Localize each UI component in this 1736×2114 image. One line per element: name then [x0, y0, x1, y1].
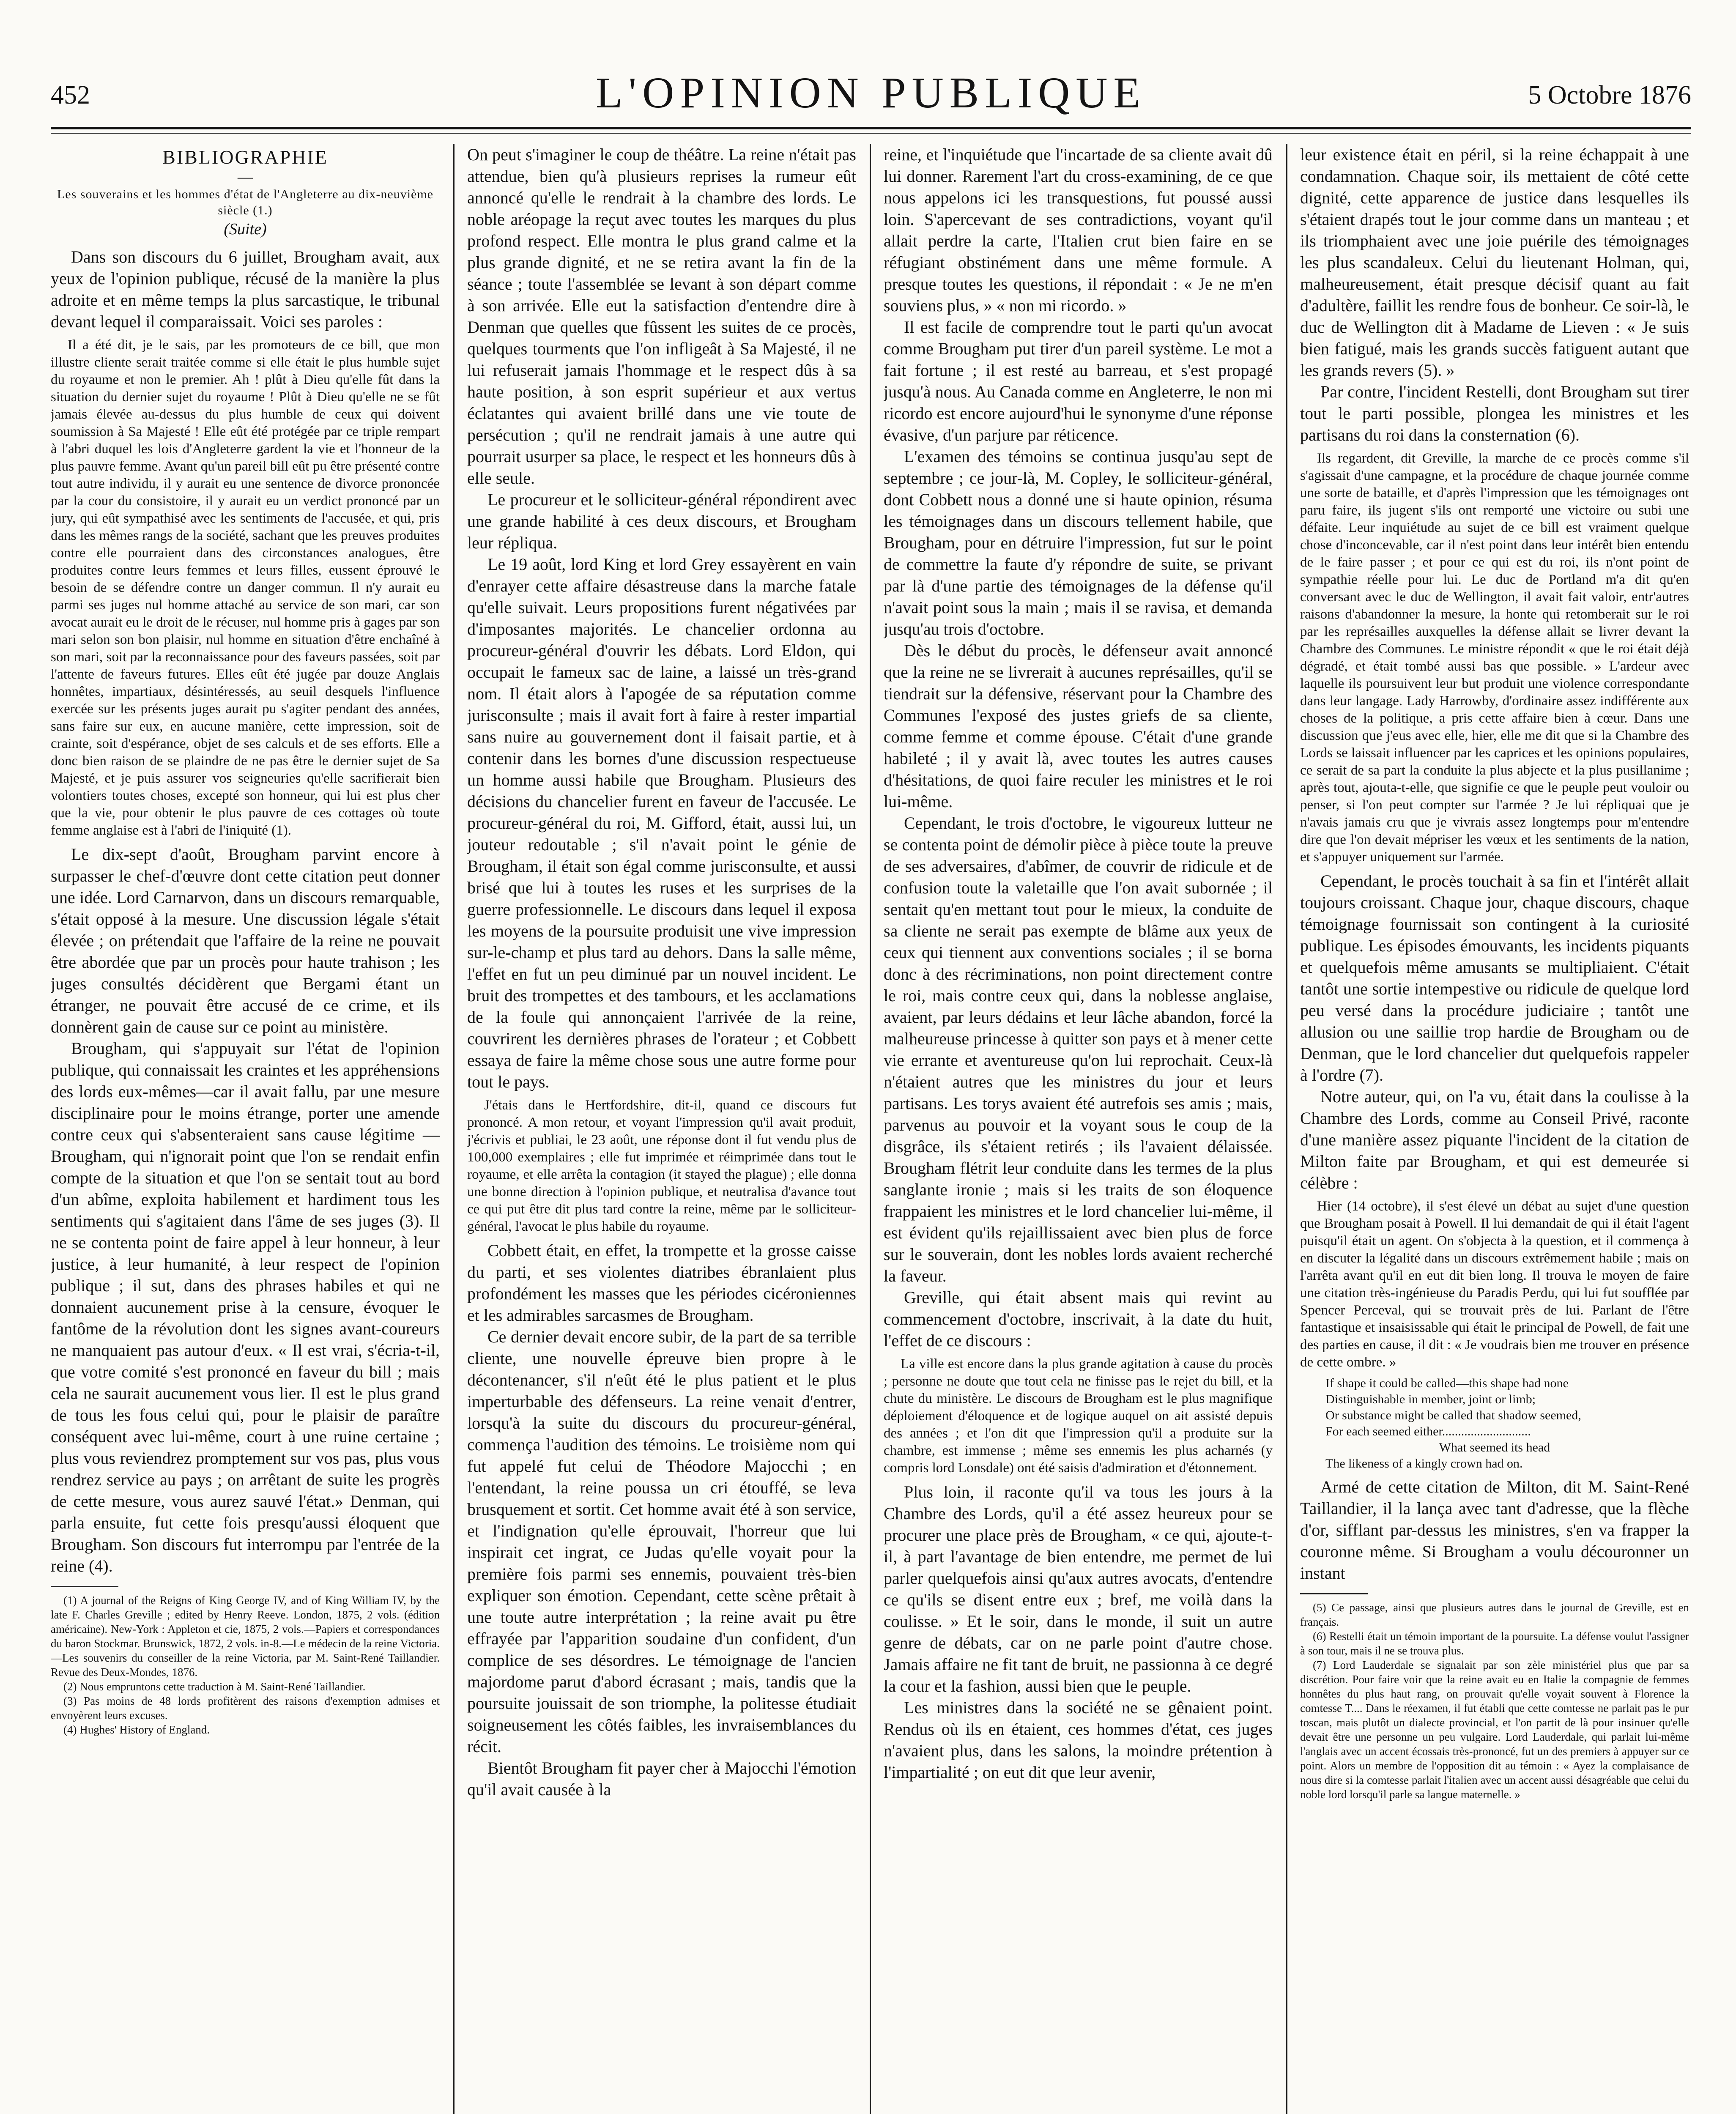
paragraph: On peut s'imaginer le coup de théâtre. La reine n'était pas attendue, bien qu'à plusieurs reprises la rumeur eût annoncé qu'elle le rendrait à la chambre des lords. Le noble aréopage la reçut avec toutes les marques du plus profond respect. Elle montra le plus grand calme et la plus grande dignité, et ne se retira avant la fin de la séance ; toute l'assemblée se levant à son départ comme à son arrivée. Elle eut la satisfaction d'entendre dire à Denman que quelles que fûssent les suites de ce procès, quelques tourments que l'on infligeât à Sa Majesté, il ne lui refuserait jamais l'hommage et le respect dûs à sa haute position, à son esprit supérieur et aux vertus éclatantes qui avaient brillé dans une vie toute de persécution ; qu'il ne rendrait jamais à une autre qui pourrait usurper sa place, le respect et les honneurs dûs à elle seule.	[467, 145, 856, 487]
masthead-rule	[51, 127, 1691, 134]
paragraph: Cobbett était, en effet, la trompette et la grosse caisse du parti, et ses violentes diatribes ébranlaient plus profondément les masses que les périodes cicéroniennes et les admirables sarcasmes de Brougham.	[467, 1241, 856, 1325]
paragraph: leur existence était en péril, si la reine échappait à une condamnation. Chaque soir, ils mettaient de côté cette dignité, cette apparence de justice dans lesquelles ils s'étaient drapés tout le jour comme dans un manteau ; et ils triomphaient avec une joie puérile des témoignages les plus scandaleux. Celui du lieutenant Holman, qui, malheureusement, était presque décisif quant au fait d'adultère, faillit les rendre fous de bonheur. Ce soir-là, le duc de Wellington dit à Madame de Lieven : « Je suis bien fatigué, mais les grands succès fatiguent autant que les grands revers (5). »	[1300, 145, 1689, 380]
continued-label: (Suite)	[224, 220, 267, 238]
paragraph: Ce dernier devait encore subir, de la part de sa terrible cliente, une nouvelle épreuve bien propre à le décontenancer, s'il n'eût été le plus patient et le plus imperturbable des défenseurs. La reine venait d'entrer, lorsqu'à la suite du discours du procureur-général, commença l'audition des témoins. Le troisième nom qui fut appelé fut celui de Théodore Majocchi ; en l'entendant, la reine poussa un cri étouffé, se leva brusquement et sortit. Cet homme avait été à son service, et l'indignation qu'elle éprouvait, l'horreur que lui inspirait cet ingrat, ce Judas qu'elle voyait pour la première fois parmi ses ennemis, pouvaient très-bien expliquer son émotion. Cependant, cette scène prêtait à une toute autre interprétation ; la reine avait pu être effrayée par l'apparition soudaine d'un confident, d'un complice de ses désordres. Le témoignage de l'ancien majordome parut d'abord écrasant ; mais, tandis que la poursuite jouissait de son triomphe, la politesse étudiait soigneusement les côtés faibles, les invraisemblances du récit.	[467, 1327, 856, 1756]
quotation: J'étais dans le Hertfordshire, dit-il, quand ce discours fut prononcé. A mon retour, et voyant l'impression qu'il avait produit, j'écrivis et publiai, le 23 août, une réponse dont il fut vendu plus de 100,000 exemplaires ; elle fut imprimée et réimprimée dans tout le royaume, et elle arrêta la contagion (it stayed the plague) ; elle donna une bonne direction à l'opinion publique, et neutralisa d'avance tout ce qui put être dit plus tard contre la reine, même par le solliciteur-général, l'avocat le plus habile du royaume.	[467, 1098, 856, 1234]
paragraph: Il est facile de comprendre tout le parti qu'un avocat comme Brougham put tirer d'un pareil système. Le mot a fait fortune ; il est resté au barreau, et s'est propagé jusqu'à nous. Au Canada comme en Angleterre, le non mi ricordo est encore aujourd'hui le synonyme d'une réponse évasive, d'un parjure par réticence.	[884, 318, 1273, 444]
verse-line: The likeness of a kingly crown had on.	[1325, 1457, 1523, 1470]
footnote: (4) Hughes' History of England.	[63, 1723, 210, 1736]
quotation: Ils regardent, dit Greville, la marche de ce procès comme s'il s'agissait d'une campagne, et la procédure de chaque journée comme une sorte de bataille, et d'après l'impression que les témoignages ont paru faire, ils jugent s'ils ont remporté une victoire ou subi une défaite. Leur inquiétude au sujet de ce bill est vraiment quelque chose d'inconcevable, car il n'est point dans leur intérêt bien entendu de le faire passer ; et pour ce qui est du roi, ils n'ont point de sympathie réelle pour lui. Le duc de Portland m'a dit qu'en conversant avec le duc de Wellington, il avait fait valoir, entr'autres raisons d'abandonner la mesure, la honte qui retomberait sur le roi par les représailles auxquelles la défense allait se livrer devant la Chambre des Communes. Le ministre répondit « que le roi était déjà dégradé, et était tombé aussi bas que possible. » L'ardeur avec laquelle ils poursuivent leur but produit une violence correspondante dans leur langage. Lady Harrowby, d'ordinaire assez indifférente aux choses de la politique, a pris cette affaire bien à cœur. Dans une discussion que j'eus avec elle, hier, elle me dit que si la Chambre des Lords se laissait influencer par les caprices et les opinions populaires, ce serait de sa part la conduite la plus abjecte et la plus pusillanime ; après tout, ajouta-t-elle, que signifie ce que le peuple peut vouloir ou penser, si l'on peut compter sur l'armée ? Je lui répliquai que je n'avais jamais cru que je vivrais assez longtemps pour m'entendre dire que l'on devait mépriser les vœux et les sentiments de la nation, et s'appuyer uniquement sur l'armée.	[1300, 451, 1689, 865]
footnote: (5) Ce passage, ainsi que plusieurs autres dans le journal de Greville, est en français.	[1300, 1601, 1689, 1628]
column-3	[884, 144, 1273, 2114]
column-rule	[453, 144, 455, 2114]
article-title: Les souverains et les hommes d'état de l'Angleterre au dix-neuvième siècle (1.)	[57, 187, 434, 217]
paragraph: Le 19 août, lord King et lord Grey essayèrent en vain d'enrayer cette affaire désastreuse dans la marche fatale qu'elle suivait. Leurs propositions furent négativées par d'imposantes majorités. Le chancelier ordonna au procureur-général d'ouvrir les débats. Lord Eldon, qui occupait le fameux sac de laine, a laissé un très-grand nom. Il était alors à l'apogée de sa réputation comme jurisconsulte ; mais il avait fort à faire à rester impartial sans nuire au gouvernement dont il faisait partie, et à contenir dans les bornes d'une discussion respectueuse un homme aussi habile que Brougham. Plusieurs des décisions du chancelier furent en faveur de l'accusée. Le procureur-général du roi, M. Gifford, était, aussi lui, un jouteur redoutable ; s'il n'avait point le génie de Brougham, il était son égal comme jurisconsulte, et aussi brisé que lui à toutes les ruses et les surprises de la guerre professionnelle. Le discours dans lequel il exposa les moyens de la poursuite produisit une vive impression sur-le-champ et plus tard au dehors. Dans la salle même, l'effet en fut un peu diminué par un nouvel incident. Le bruit des trompettes et des tambours, et les acclamations de la foule qui annonçaient l'arrivée de la reine, couvrirent les dernières phrases de l'orateur ; et Cobbett essaya de faire la même chose sous une autre forme pour tout le pays.	[467, 555, 856, 1091]
newspaper-title: L'OPINION PUBLIQUE	[595, 68, 1146, 117]
footnote: (3) Pas moins de 48 lords profitèrent des raisons d'exemption admises et envoyèrent leurs excuses.	[51, 1695, 440, 1722]
paragraph: Bientôt Brougham fit payer cher à Majocchi l'émotion qu'il avait causée à la	[467, 1758, 856, 1799]
footnote: (1) A journal of the Reigns of King George IV, and of King William IV, by the late F. Charles Greville ; edited by Henry Reeve. London, 1875, 2 vols. (édition américaine). New-York : Appleton et cie, 1875, 2 vols.—Papiers et correspondances du baron Stockmar. Brunswick, 1872, 2 vols. in-8.—Le médecin de la reine Victoria.—Les souvenirs du conseiller de la reine Victoria, par M. Saint-René Taillandier. Revue des Deux-Mondes, 1876.	[51, 1594, 440, 1679]
section-heading: BIBLIOGRAPHIE	[162, 146, 328, 168]
footnote: (7) Lord Lauderdale se signalait par son zèle ministériel plus que par sa discrétion. Pour faire voir que la reine avait eu en Italie la compagnie de femmes honnêtes du plus haut rang, on prouvait qu'elle voyait souvent à Florence la comtesse T.... Dans le réexamen, il fut établi que cette comtesse ne parlait pas le pur toscan, mais plutôt un dialecte provincial, et l'on partit de là pour insinuer qu'elle devait être une personne un peu vulgaire. Lord Lauderdale, qui parlait lui-même l'anglais avec un accent écossais très-prononcé, fut un des premiers à appuyer sur ce point. Alors un membre de l'opposition dit au témoin : « Ayez la complaisance de nous dire si la comtesse parlait l'italien avec un accent aussi désagréable que celui du noble lord lorsqu'il parle sa langue maternelle. »	[1300, 1659, 1689, 1801]
verse-line: If shape it could be called—this shape had none	[1325, 1376, 1569, 1390]
column-rule	[870, 144, 871, 2114]
paragraph: Greville, qui était absent mais qui revint au commencement d'octobre, inscrivait, à la date du huit, l'effet de ce discours :	[884, 1288, 1273, 1350]
verse-line: For each seemed either............................	[1325, 1424, 1531, 1438]
quotation: Il a été dit, je le sais, par les promoteurs de ce bill, que mon illustre cliente serait traitée comme si elle était le plus humble sujet du royaume et non le premier. Ah ! plût à Dieu qu'elle fût dans la situation du dernier sujet du royaume ! Plût à Dieu qu'elle ne se fût jamais élevée au-dessus du plus humble de ceux qui doivent soumission à Sa Majesté ! Elle eût été protégée par ce triple rempart à l'abri duquel les lois d'Angleterre gardent la vie et l'honneur de la plus pauvre femme. Avant qu'un pareil bill eût pu être présenté contre tout autre individu, il y aurait eu une sentence de divorce prononcée par la cour du consistoire, il y aurait eu un verdict prononcé par un jury, qui eût sympathisé avec les sentiments de l'accusée, et qui, pris dans les mêmes rangs de la société, sachant que les preuves produites contre elle pourraient dans des circonstances analogues, être produites contre leurs femmes et leurs filles, eussent éprouvé le besoin de se défendre contre un danger commun. Il n'y aurait eu parmi ses juges nul homme attaché au service de son mari, car son avocat aurait eu le droit de le récuser, nul homme pris à gages par son mari selon son bon plaisir, nul homme en situation d'être enchaîné à son mari, soit par la reconnaissance pour des faveurs passées, soit par l'attente de faveurs futures. Elles eût été jugée par douze Anglais honnêtes, impartiaux, désintéressés, au seuil desquels l'influence exercée sur les présents juges aurait pu s'agiter pendant des années, sans faire sur eux, en aucune manière, cette impression, soit de crainte, soit d'espérance, objet de ses calculs et de ses efforts. Elle a donc bien raison de se plaindre de ne pas être le dernier sujet de Sa Majesté, et je puis assurer vos seigneuries qu'elle sacrifierait bien volontiers toutes choses, excepté son honneur, qui lui est plus cher que la vie, pour obtenir le plus pauvre de ces cottages où toute femme anglaise est à l'abri de l'iniquité (1).	[51, 337, 440, 838]
column-4	[1300, 144, 1689, 2114]
masthead	[51, 63, 1691, 135]
paragraph: Le dix-sept d'août, Brougham parvint encore à surpasser le chef-d'œuvre dont cette citation peut donner une idée. Lord Carnarvon, dans un discours remarquable, s'était opposé à la mesure. Une discussion légale s'était élevée ; on prétendait que l'affaire de la reine ne pouvait être abordée que par un procès pour haute trahison ; les juges consultés décidèrent que Bergami étant un étranger, ne pouvait être accusé de ce crime, et ils donnèrent gain de cause sur ce point au ministère.	[51, 845, 440, 1036]
paragraph: Notre auteur, qui, on l'a vu, était dans la coulisse à la Chambre des Lords, comme au Conseil Privé, raconte d'une manière assez piquante l'incident de la citation de Milton faite par Brougham, et qui est demeurée si célèbre :	[1300, 1087, 1689, 1192]
paragraph: Plus loin, il raconte qu'il va tous les jours à la Chambre des Lords, qu'il a été assez heureux pour se procurer une place près de Brougham, « ce qui, ajoute-t-il, à part l'avantage de bien entendre, me permet de lui parler quelquefois ainsi qu'aux autres avocats, d'entendre ce qu'ils se disent entre eux ; bref, me voilà dans la coulisse. » Et le soir, dans le monde, il suit un autre genre de débats, car on ne parle point d'autre chose. Jamais affaire ne fit tant de bruit, ne passionna à ce degré la cour et la fashion, aussi bien que le peuple.	[884, 1482, 1273, 1695]
paragraph: reine, et l'inquiétude que l'incartade de sa cliente avait dû lui donner. Rarement l'art du cross-examining, de ce que nous appelons ici les transquestions, fut poussé aussi loin. S'apercevant de ses contradictions, voyant qu'il allait perdre la carte, l'Italien crut bien faire en se réfugiant obstinément dans une même formule. A presque toutes les questions, il répondait : « Je ne m'en souviens plus, » « non mi ricordo. »	[884, 145, 1273, 315]
column-1	[51, 144, 440, 2114]
column-2	[467, 144, 856, 2114]
paragraph: Cependant, le trois d'octobre, le vigoureux lutteur ne se contenta point de démolir pièce à pièce toute la preuve de ses adversaires, d'abîmer, de couvrir de ridicule et de confusion toute la valetaille que l'on avait subornée ; il sentait qu'en mettant tout pour le mieux, la conduite de sa cliente ne serait pas exempte de blâme aux yeux de ceux qui tiennent aux conventions sociales ; il se borna donc à des récriminations, non point directement contre le roi, mais contre ceux qui, dans la noblesse anglaise, avaient, par leurs dédains et leur lâche abandon, forcé la malheureuse princesse à quitter son pays et à mener cette vie errante et aventureuse qu'on lui reprochait. Ceux-là n'étaient autres que les ministres du jour et leurs partisans. Les torys avaient été autrefois ses amis ; mais, parvenus au pouvoir et la voyant sous le coup de la disgrâce, ils s'étaient retirés ; ils l'avaient délaissée. Brougham flétrit leur conduite dans les termes de la plus sanglante ironie ; mais si les traits de son éloquence frappaient les ministres et le lord chancelier lui-même, il est évident qu'ils rejaillissaient avec bien plus de force sur le souverain, dont les nobles lords avaient recherché la faveur.	[884, 813, 1273, 1285]
paragraph: Armé de cette citation de Milton, dit M. Saint-René Taillandier, il la lança avec tant d'adresse, que la flèche d'or, sifflant par-dessus les ministres, s'en va frapper la couronne même. Si Brougham a voulu découronner un instant	[1300, 1477, 1689, 1583]
paragraph: Dès le début du procès, le défenseur avait annoncé que la reine ne se livrerait à aucunes représailles, qu'il se tiendrait sur la défensive, réservant pour la Chambre des Communes l'exposé des justes griefs de sa cliente, comme femme et comme épouse. C'était d'une grande habileté ; il y avait là, avec toutes les autres causes d'hésitations, de quoi faire reculer les ministres et le roi lui-même.	[884, 641, 1273, 811]
paragraph: Le procureur et le solliciteur-général répondirent avec une grande habilité à ces deux discours, et Brougham leur répliqua.	[467, 490, 856, 552]
quotation: Hier (14 octobre), il s'est élevé un débat au sujet d'une question que Brougham posait à Powell. Il lui demandait de qui il était l'agent puisqu'il était un agent. On s'objecta à la question, et il commença à en discuter la légalité dans un discours extrêmement habile ; mais on l'arrêta avant qu'il en eut dit bien long. Il trouva le moyen de faire une citation très-ingénieuse du Paradis Perdu, qui lui fut soufflée par Spencer Perceval, qui se trouvait près de lui. Parlant de l'être fantastique et insaisissable qui était le principal de Powell, de fait une des parties en cause, il dit : « Je voudrais bien me trouver en présence de cette ombre. »	[1300, 1199, 1689, 1370]
footnote-rule	[1300, 1593, 1368, 1594]
heading-dash: —	[238, 168, 253, 185]
column-rule	[1286, 144, 1287, 2114]
paragraph: Par contre, l'incident Restelli, dont Brougham sut tirer tout le parti possible, plongea les ministres et les partisans du roi dans la consternation (6).	[1300, 382, 1689, 444]
verse-line: Distinguishable in member, joint or limb;	[1325, 1392, 1536, 1406]
paragraph: Dans son discours du 6 juillet, Brougham avait, aux yeux de l'opinion publique, récusé de la manière la plus adroite et en même temps la plus sarcastique, le tribunal devant lequel il comparaissait. Voici ses paroles :	[51, 247, 440, 331]
verse-line: Or substance might be called that shadow seemed,	[1325, 1408, 1581, 1422]
footnote-rule	[51, 1586, 118, 1587]
paragraph: Cependant, le procès touchait à sa fin et l'intérêt allait toujours croissant. Chaque jour, chaque discours, chaque témoignage fournissait son contingent à la curiosité publique. Les épisodes émouvants, les incidents piquants et quelquefois même amusants se multipliaient. C'était tantôt une sortie intempestive ou ridicule de quelque lord peu versé dans la procédure judiciaire ; tantôt une allusion ou une saillie trop hardie de Brougham ou de Denman, que le lord chancelier dut quelquefois rappeler à l'ordre (7).	[1300, 871, 1689, 1084]
footnote: (2) Nous empruntons cette traduction à M. Saint-René Taillandier.	[63, 1680, 366, 1693]
verse-line: What seemed its head	[1439, 1440, 1550, 1454]
page-number: 452	[51, 81, 90, 110]
paragraph: L'examen des témoins se continua jusqu'au sept de septembre ; ce jour-là, M. Copley, le solliciteur-général, dont Cobbett nous a donné une si haute opinion, résuma les témoignages dans un discours tellement habile, que Brougham, pour en détruire l'impression, fut sur le point de commettre la faute d'y répondre de suite, se privant par là d'une partie des témoignages de la défense qu'il n'avait point sous la main ; mais il se ravisa, et demanda jusqu'au trois d'octobre.	[884, 447, 1273, 638]
paragraph: Les ministres dans la société ne se gênaient point. Rendus où ils en étaient, ces hommes d'état, ces juges n'avaient plus, dans les salons, la moindre prétention à l'impartialité ; on eut dit que leur avenir,	[884, 1698, 1273, 1782]
footnote: (6) Restelli était un témoin important de la poursuite. La défense voulut l'assigner à son tour, mais il ne se trouva plus.	[1300, 1630, 1689, 1657]
paragraph: Brougham, qui s'appuyait sur l'état de l'opinion publique, qui connaissait les craintes et les appréhensions des lords eux-mêmes—car il avait fallu, par une mesure disciplinaire pour le moins étrange, porter une amende contre ceux qui s'absenteraient sans cause légitime — Brougham, qui n'ignorait point que l'on se rendait enfin compte de la situation et que l'on se sentait tout au bord d'un abîme, exploita habilement et hardiment tous les sentiments qui s'agitaient dans l'âme de ses juges (3). Il ne se contenta point de faire appel à leur honneur, à leur justice, à leur humanité, à leur respect de l'opinion publique ; il sut, dans des phrases habiles et qui ne donnaient aucunement prise à la censure, évoquer le fantôme de la révolution dont les signes avant-coureurs ne manquaient pas autour d'eux. « Il est vrai, s'écria-t-il, que votre comité s'est prononcé en faveur du bill ; mais cela ne saurait aucunement vous lier. Il est le plus grand de tous les fous celui qui, pour le plaisir de paraître conséquent avec lui-même, court à une ruine certaine ; plus vous reviendrez promptement sur vos pas, plus vous rendrez service au pays ; on arrêtant de suite les progrès de cette mesure, vous aurez sauvé l'état.» Denman, qui parla ensuite, fut cette fois presqu'aussi éloquent que Brougham. Son discours fut interrompu par l'entrée de la reine (4).	[51, 1039, 440, 1575]
issue-date: 5 Octobre 1876	[1528, 81, 1691, 110]
quotation: La ville est encore dans la plus grande agitation à cause du procès ; personne ne doute que tout cela ne finisse pas le rejet du bill, et la chute du ministère. Le discours de Brougham est le plus magnifique déploiement d'éloquence et de logique auquel on ait assisté depuis des années ; et l'on dit que l'impression qu'il a produite sur la chambre, est immense ; même ses ennemis les plus acharnés (y compris lord Lonsdale) ont été saisis d'admiration et d'étonnement.	[884, 1356, 1273, 1476]
milton-verse	[1325, 1375, 1689, 1472]
